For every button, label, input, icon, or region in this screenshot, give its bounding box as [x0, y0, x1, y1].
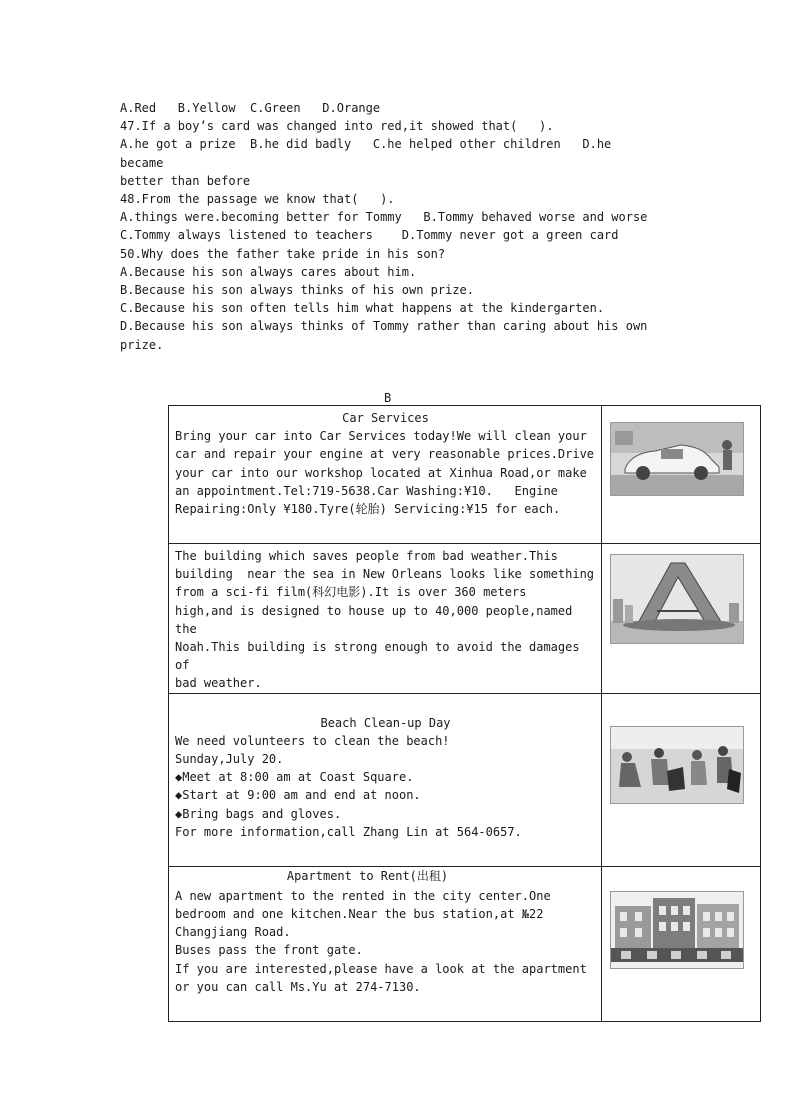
- ad-line: building near the sea in New Orleans looks like something: [175, 567, 595, 582]
- apartment-photo: [610, 891, 744, 969]
- ad-line: an appointment.Tel:719-5638.Car Washing:¥10. Engine: [175, 483, 558, 498]
- ad-line: Sunday,July 20.: [175, 752, 284, 767]
- question-line: A.Red B.Yellow C.Green D.Orange: [120, 101, 381, 115]
- ad-line: high,and is designed to house up to 40,000 people,named the: [175, 603, 580, 636]
- ad-row-apartment: [169, 866, 761, 1021]
- ad-row-car: [169, 406, 761, 544]
- ad-title: Car Services: [342, 411, 429, 425]
- ad-line: bad weather.: [175, 676, 262, 691]
- ad-line: ◆Start at 9:00 am and end at noon.: [175, 788, 421, 803]
- ad-text-car: [169, 406, 602, 544]
- question-block: [120, 99, 660, 354]
- car-photo: [610, 422, 744, 496]
- question-line: 50.Why does the father take pride in his son?: [120, 246, 446, 261]
- ad-line: ◆Bring bags and gloves.: [175, 806, 342, 821]
- ad-picture-cell: [602, 544, 761, 694]
- question-line: A.he got a prize B.he did badly C.he helped other children D.he became: [120, 137, 619, 170]
- ad-text-noah: [169, 544, 602, 694]
- question-line: 47.If a boy’s card was changed into red,it showed that( ).: [120, 119, 554, 134]
- ad-line: Changjiang Road.: [175, 925, 291, 940]
- ad-text-apartment: [169, 866, 602, 1021]
- section-label: B: [384, 391, 392, 405]
- ad-picture-cell: [602, 406, 761, 544]
- ad-line: from a sci-fi film(科幻电影).It is over 360 meters: [175, 585, 527, 600]
- ad-row-beach: [169, 693, 761, 866]
- question-line: prize.: [120, 337, 164, 352]
- ad-line: or you can call Ms.Yu at 274-7130.: [175, 979, 421, 994]
- ad-line: For more information,call Zhang Lin at 564-0657.: [175, 824, 522, 839]
- ad-picture-cell: [602, 693, 761, 866]
- ad-picture-cell: [602, 866, 761, 1021]
- question-line: A.Because his son always cares about him.: [120, 264, 417, 279]
- beach-cleanup-photo: [610, 726, 744, 804]
- question-line: better than before: [120, 173, 251, 188]
- ad-line: We need volunteers to clean the beach!: [175, 733, 450, 748]
- question-line: B.Because his son always thinks of his own prize.: [120, 283, 475, 298]
- question-line: C.Because his son often tells him what happens at the kindergarten.: [120, 301, 605, 316]
- ad-line: The building which saves people from bad weather.This: [175, 549, 558, 563]
- ad-line: your car into our workshop located at Xinhua Road,or make: [175, 465, 587, 480]
- question-line: C.Tommy always listened to teachers D.Tommy never got a green card: [120, 228, 619, 243]
- ad-line: A new apartment to the rented in the city center.One: [175, 888, 551, 903]
- ad-line: car and repair your engine at very reasonable prices.Drive: [175, 447, 595, 462]
- ad-line: bedroom and one kitchen.Near the bus station,at №22: [175, 907, 544, 922]
- noah-building-photo: [610, 554, 744, 644]
- ad-title: Beach Clean-up Day: [320, 715, 451, 730]
- ad-line: If you are interested,please have a look at the apartment: [175, 961, 587, 976]
- ad-line: Bring your car into Car Services today!We will clean your: [175, 429, 587, 444]
- ad-row-noah: [169, 544, 761, 694]
- ad-title: Apartment to Rent(出租): [286, 868, 449, 883]
- ad-line: Repairing:Only ¥180.Tyre(轮胎) Servicing:¥15 for each.: [175, 502, 561, 517]
- ad-line: ◆Meet at 8:00 am at Coast Square.: [175, 770, 414, 785]
- question-line: 48.From the passage we know that( ).: [120, 192, 395, 207]
- ads-table: [168, 405, 761, 1022]
- question-line: A.things were.becoming better for Tommy B.Tommy behaved worse and worse: [120, 210, 648, 225]
- ad-line: Noah.This building is strong enough to avoid the damages of: [175, 640, 587, 673]
- ad-line: Buses pass the front gate.: [175, 943, 363, 958]
- question-line: D.Because his son always thinks of Tommy rather than caring about his own: [120, 319, 648, 334]
- ad-text-beach: [169, 693, 602, 866]
